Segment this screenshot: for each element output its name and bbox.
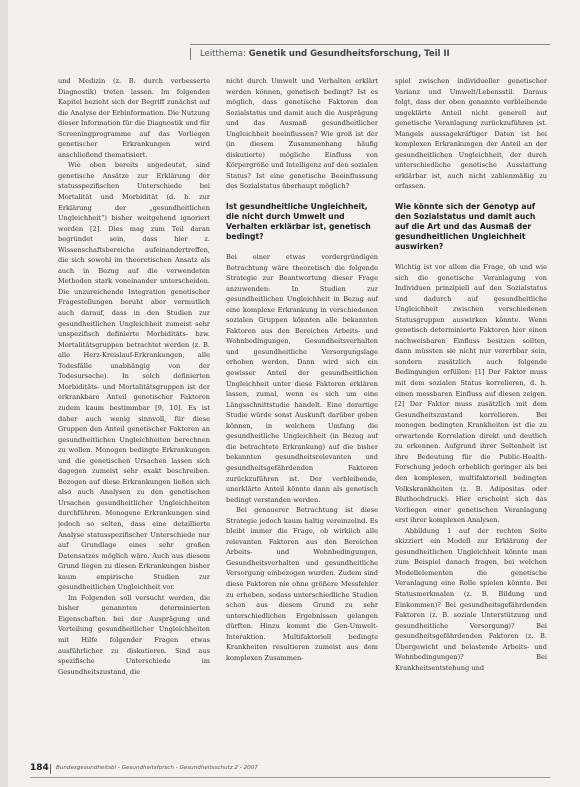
header-leitthema: Leitthema: [200, 49, 246, 59]
paragraph: Wichtig ist vor allem die Frage, ob und wie sich die genetische Veranlagung von Individuen prinzipiell auf den Sozialstatus und dadurch auf gesundheitliche Ungleichheit zwischen verschiedenen Statusgruppen auswirken könnte. Wenn genetisch determinierte Faktoren hier einen nachweisbaren Einfluss besitzen sollten, dann müssten sie nicht nur vererbbar sein, sondern zusätzlich auch folgende Bedingungen erfüllen: [1] Der Faktor muss mit dem sozialen Status korrelieren, d. h. einen messbaren Einfluss auf diesen zeigen. [2] Der Faktor muss zusätzlich mit dem Gesundheitszustand korrelieren. Bei monogen bedingten Krankheiten ist die zu erwartende Korrelation direkt und deutlich zu erkennen. Aufgrund ihrer Seltenheit ist ihre Bedeutung für die Public-Health-Forschung jedoch erheblich geringer als bei den komplexen, multifaktoriell bedingten Volkskrankheiten (z. B. Adipositas oder Bluthochdruck). Hier erscheint sich das Vorliegen einer genetischen Veranlagung erst ihrer komplexen Analysen. [395, 263, 547, 525]
paragraph: Abbildung 1 auf der rechten Seite skizziert ein Modell zur Erklärung der gesundheitlichen Ungleichheit könnte man zum Beispiel danach fragen, bei welchen Modellelementen die genetische Veranlagung eine Rolle spielen könnte. Bei Statusmerkmalen (z. B. Bildung und Einkommen)? Bei gesundheitsgefährdenden Faktoren (z. B. soziale Unterstützung und gesundheitliche Versorgung)? Bei gesundheitsgefährdenden Faktoren (z. B. Übergewicht und belastende Arbeits- und Wohnbedingungen)? Bei Krankheitsentstehung und [395, 526, 547, 672]
text-column-2 [226, 76, 378, 756]
text-column-3 [395, 76, 547, 756]
paragraph: und Medizin (z. B. durch verbesserte Diagnostik) treten lassen. Im folgenden Kapitel bezieht sich der Begriff zunächst auf die Analyse der Erbinformation. Die Nutzung dieser Information für die Diagnostik und für Screeningprogramme auf das Vorliegen genetischer Erkrankungen wird anschließend thematisiert. [58, 77, 210, 159]
section-heading: Wie könnte sich der Genotyp auf den Sozialstatus und damit auch auf die Art und das Ausmaß der gesundheitlichen Ungleichheit auswirken? [395, 202, 536, 252]
header-divider [190, 48, 191, 60]
header-title [200, 49, 450, 59]
running-header [190, 44, 550, 64]
header-topic: Genetik und Gesundheitsforschung, Teil II [248, 49, 450, 59]
paragraph: Im Folgenden soll versucht werden, die bisher genannten determinierten Eigenschaften bei der Ausprägung und Verteilung gesundheitlicher Ungleichheiten mit Hilfe folgender Fragen etwas ausführlicher zu diskutieren. Sind aus spezifische Unterschiede im Gesundheitszustand, die [58, 593, 210, 676]
paragraph: Bei genauerer Betrachtung ist diese Strategie jedoch kaum haltig vereinzelnd. Es bleibt immer die Frage, ob wirklich alle relevanten Faktoren aus den Bereichen Arbeits- und Wohnbedingungen, Gesundheitsverhalten und gesundheitliche Versorgung einbezogen wurden. Zudem sind diese Faktoren nie ohne größere Messfehler zu erheben, sodass unterschiedliche Studien schon aus diesem Grund zu sehr unterschiedlichen Ergebnissen gelangen dürften. Hinzu kommt die Gen-Umwelt-Interaktion. Multifaktoriell bedingte Krankheiten resultieren zumeist aus dem komplexen Zusammen- [226, 506, 378, 662]
section-heading: Ist gesundheitliche Ungleichheit, die nicht durch Umwelt und Verhalten erklärbar ist, genetisch bedingt? [226, 202, 371, 242]
footer-divider [50, 764, 51, 774]
page-number: 184 [30, 763, 49, 773]
page-footer [30, 763, 550, 779]
paragraph: spiel zwischen individueller genetischer Varianz und Umwelt/Lebensstil. Daraus folgt, dass der oben genannte verbleibende ungeklärte Anteil nicht generell auf genetische Veranlagung zurückzuführen ist. Mangels aussagekräftiger Daten ist bei komplexen Erkrankungen der Anteil an der gesundheitlichen Ungleichheit, der durch unterschiedliche genetische Ausstattung erklärbar ist, auch nicht zahlenmäßig zu erfassen. [395, 77, 547, 191]
paragraph: Wie oben bereits angedeutet, sind genetische Ansätze zur Erklärung der statusspezifischen Unterschiede bei Mortalität und Morbidität (d. h. zur Erklärung der „gesundheitlichen Ungleichheit“) bisher weitgehend ignoriert worden [2]. Dies mag zum Teil daran begründet sein, dass hier z. Wissenschaftsbereiche aufeinandertreffen, die sich sowohl im theoretischen Ansatz als auch in Bezug auf die verwendeten Methoden stark voneinander unterscheiden. Die unzureichende Integration genetischer Fragestellungen beruht aber vermutlich auch darauf, dass in den Studien zur gesundheitlichen Ungleichheit zumeist sehr unspezifisch definierte Morbiditäts- bzw. Mortalitätsgruppen betrachtet werden (z. B. alle Herz-Kreislauf-Erkrankungen, alle Todesfälle unabhängig von der Todesursache). In solch definierten Morbiditäts- und Mortalitätsgruppen ist der erkrankbare Anteil genetischer Faktoren zudem kaum bestimmbar [9, 10]. Es ist daher auch wenig sinnvoll, für diese Gruppen den Anteil genetischer Faktoren an gesundheitlichen Ungleichheiten berechnen zu wollen. Monogen bedingte Erkrankungen und die genetischen Ursachen lassen sich dagegen zumeist sehr exakt beschreiben. Bezogen auf diese Erkrankungen ließen sich also auch Analysen zu den genetischen Ursachen gesundheitlicher Ungleichheiten durchführen. Monogene Erkrankungen sind jedoch so selten, dass eine detaillierte Analyse statusspezifischer Unterschiede nur auf Grundlage eines sehr großen Datensatzes möglich wäre. Auch aus diesem Grund liegen zu diesen Erkrankungen bisher kaum empirische Studien zur gesundheitlichen Ungleichheit vor. [58, 161, 210, 592]
paragraph: nicht durch Umwelt und Verhalten erklärt werden können, genetisch bedingt? Ist es möglich, dass genetische Faktoren den Sozialstatus und damit auch die Ausprägung und das Ausmaß gesundheitlicher Ungleichheit beeinflussen? Wie groß ist der (in diesem Zusammenhang häufig diskutierte) mögliche Einfluss von Körpergröße und Intelligenz auf den sozialen Status? Ist eine genetische Beeinflussung des Sozialstatus überhaupt möglich? [226, 77, 378, 191]
footer-rule [30, 777, 550, 778]
text-column-1 [58, 76, 210, 756]
header-rule [190, 44, 550, 45]
page-edge [0, 0, 8, 787]
paragraph: Bei einer etwas vordergründigen Betrachtung wäre theoretisch die folgende Strategie zur Beantwortung dieser Frage anzuwenden: In Studien zur gesundheitlichen Ungleichheit in Bezug auf eine komplexe Erkrankung in verschiedenen sozialen Gruppen könnten alle bekannten Faktoren aus den Bereichen Arbeits- und Wohnbedingungen, Gesundheitsverhalten und gesundheitliche Versorgungslage erhoben werden. Dann wird sich ein gewisser Anteil der gesundheitlichen Ungleichheit unter diese Faktoren erklären lassen, zumal, wenn es sich um eine Längsschnittstudie handelt. Eine derartige Studie würde sonst Auskunft darüber geben können, in welchem Umfang die gesundheitliche Ungleichheit (in Bezug auf die betrachtete Erkrankung) auf die bisher bekannten gesundheitsrelevanten und gesundheitsgefährdenden Faktoren zurückzuführen ist. Der verbleibende, unerklärte Anteil könnte dann als genetisch bedingt verstanden werden. [226, 253, 378, 504]
journal-citation: Bundesgesundheitsbl - Gesundheitsforsch - Gesundheitsschutz 2 - 2007 [56, 765, 258, 771]
